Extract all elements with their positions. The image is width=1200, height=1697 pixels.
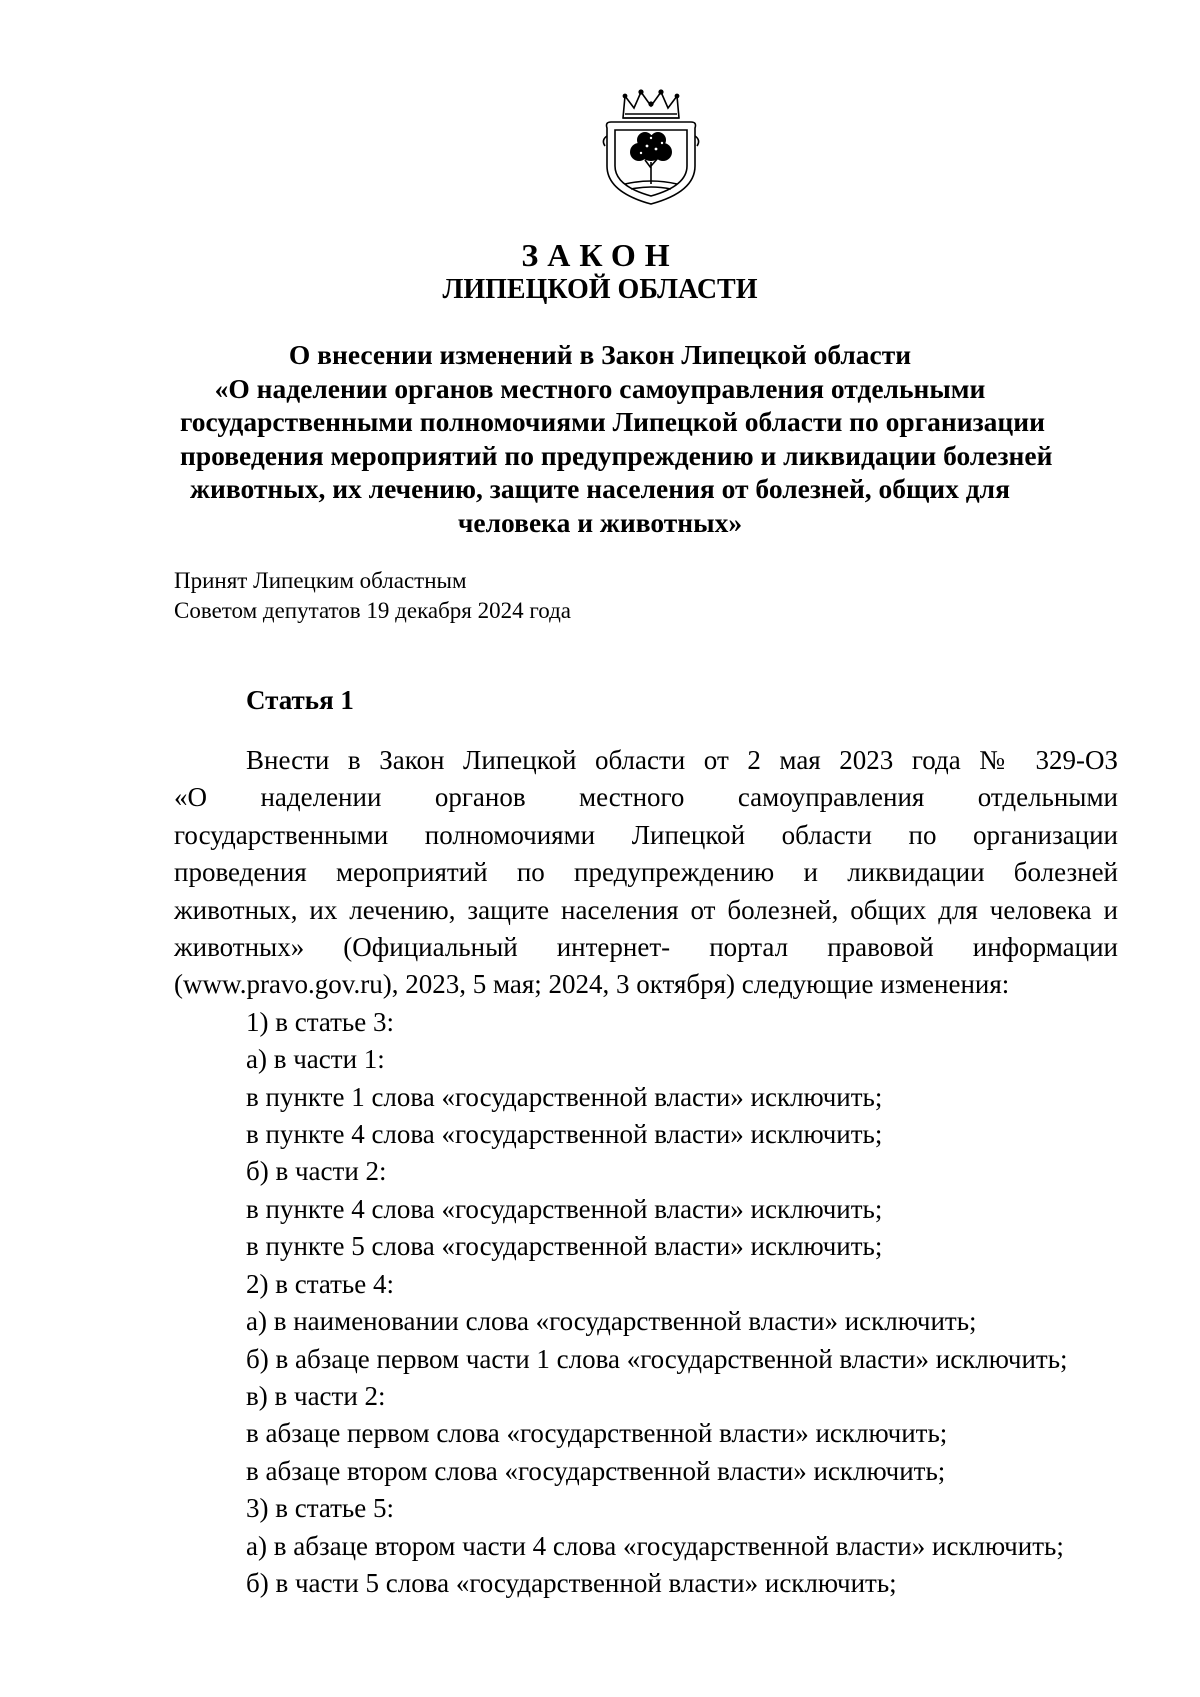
- document-region: ЛИПЕЦКОЙ ОБЛАСТИ: [442, 274, 758, 305]
- document-title: [180, 338, 1053, 540]
- list-item: в пункте 4 слова «государственной власти» исключить;: [246, 1193, 883, 1224]
- adoption-line: Принят Липецким областным: [174, 568, 467, 593]
- intro-line: животных, их лечению, защите населения от болезней, общих для человека и: [174, 894, 1118, 925]
- intro-line: «О наделении органов местного самоуправления отдельными: [174, 782, 1118, 813]
- list-item: в пункте 4 слова «государственной власти» исключить;: [246, 1119, 883, 1150]
- title-line: «О наделении органов местного самоуправления отдельными: [214, 372, 986, 404]
- title-line: человека и животных»: [457, 506, 743, 538]
- list-item: в абзаце втором слова «государственной власти» исключить;: [246, 1455, 946, 1486]
- list-item: в абзаце первом слова «государственной власти» исключить;: [246, 1418, 948, 1449]
- adoption-line: Советом депутатов 19 декабря 2024 года: [174, 598, 571, 623]
- list-item: б) в части 5 слова «государственной власти» исключить;: [246, 1567, 897, 1598]
- list-item: 1) в статье 3:: [246, 1006, 394, 1037]
- title-line: проведения мероприятий по предупреждению и ликвидации болезней: [180, 439, 1053, 471]
- title-line: государственными полномочиями Липецкой области по организации: [180, 406, 1045, 438]
- document-type: ЗАКОН: [521, 237, 679, 273]
- intro-line: Внести в Закон Липецкой области от 2 мая 2023 года № 329-ОЗ: [246, 745, 1118, 775]
- list-item: а) в абзаце втором части 4 слова «государственной власти» исключить;: [246, 1530, 1064, 1561]
- adoption-note: [174, 566, 571, 626]
- title-line: О внесении изменений в Закон Липецкой области: [288, 339, 912, 370]
- intro-line: животных» (Официальный интернет- портал правовой информации: [174, 932, 1118, 963]
- list-item: в пункте 1 слова «государственной власти» исключить;: [246, 1081, 883, 1112]
- intro-line: государственными полномочиями Липецкой области по организации: [174, 819, 1118, 850]
- list-item: а) в части 1:: [246, 1044, 385, 1075]
- intro-line: (www.pravo.gov.ru), 2023, 5 мая; 2024, 3 октября) следующие изменения:: [174, 969, 1010, 1000]
- list-item: 3) в статье 5:: [246, 1493, 394, 1524]
- intro-line: проведения мероприятий по предупреждению и ликвидации болезней: [174, 857, 1118, 888]
- article-body: [174, 742, 1118, 1602]
- list-item: б) в абзаце первом части 1 слова «государственной власти» исключить;: [246, 1343, 1068, 1374]
- article-heading: Статья 1: [246, 685, 354, 715]
- coat-of-arms-icon: [601, 88, 701, 206]
- list-item: 2) в статье 4:: [246, 1268, 394, 1299]
- list-item: б) в части 2:: [246, 1156, 387, 1187]
- list-item: в) в части 2:: [246, 1380, 386, 1411]
- title-line: животных, их лечению, защите населения от болезней, общих для: [190, 473, 1010, 505]
- list-item: в пункте 5 слова «государственной власти» исключить;: [246, 1231, 883, 1262]
- list-item: а) в наименовании слова «государственной власти» исключить;: [246, 1306, 977, 1337]
